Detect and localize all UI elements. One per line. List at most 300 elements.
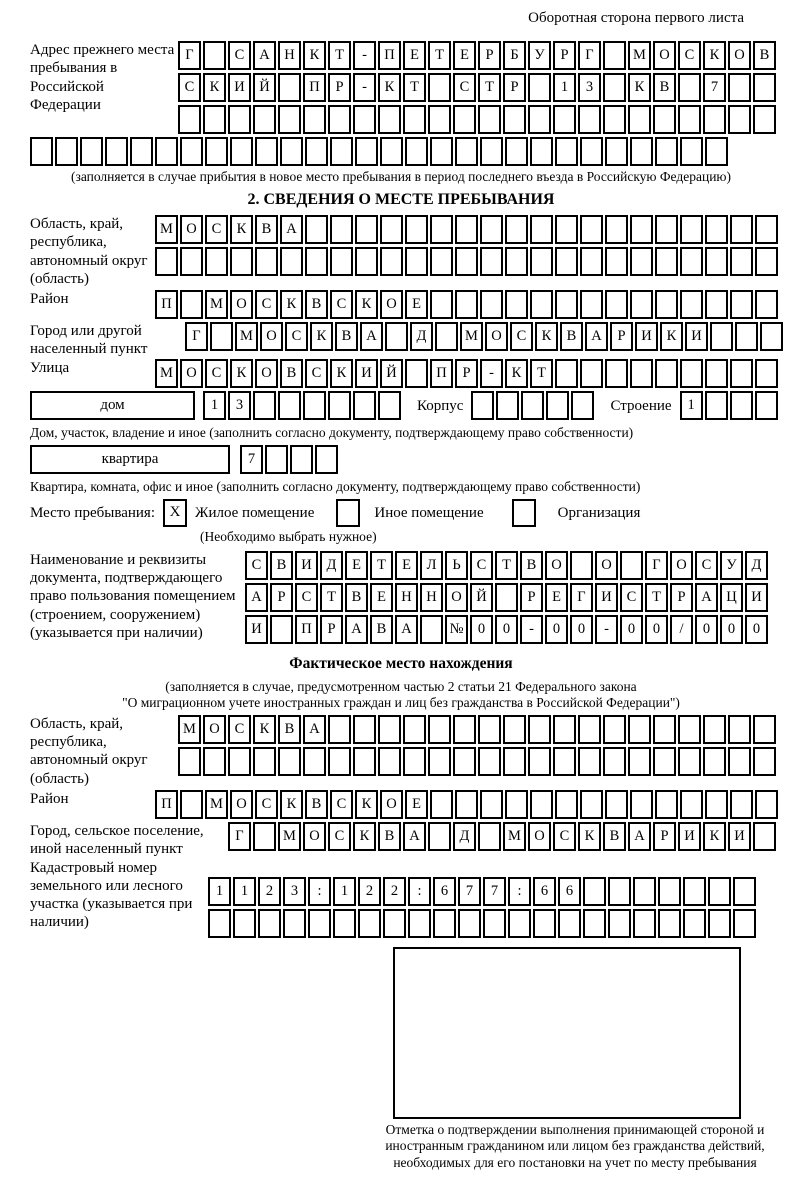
char-box: В xyxy=(753,41,776,70)
section2-title: 2. СВЕДЕНИЯ О МЕСТЕ ПРЕБЫВАНИЯ xyxy=(247,191,555,208)
char-box xyxy=(678,105,701,134)
char-box xyxy=(605,215,628,244)
char-box: К xyxy=(703,41,726,70)
char-box: 6 xyxy=(533,877,556,906)
char-box xyxy=(655,247,678,276)
street-label: Улица xyxy=(30,359,70,376)
actual-city-row xyxy=(228,822,778,851)
actual-district-row xyxy=(155,790,780,819)
char-box: М xyxy=(460,322,483,351)
char-box xyxy=(555,790,578,819)
char-box: П xyxy=(155,290,178,319)
char-box: С xyxy=(228,715,251,744)
char-box: Д xyxy=(320,551,343,580)
char-box: С xyxy=(330,290,353,319)
char-box: К xyxy=(535,322,558,351)
char-box: В xyxy=(305,290,328,319)
char-box xyxy=(630,215,653,244)
char-box: 0 xyxy=(720,615,743,644)
char-box: И xyxy=(728,822,751,851)
char-box xyxy=(555,290,578,319)
char-box: К xyxy=(280,290,303,319)
char-box: О xyxy=(203,715,226,744)
char-box: 0 xyxy=(495,615,518,644)
char-box xyxy=(478,747,501,776)
char-box xyxy=(505,247,528,276)
char-box xyxy=(378,715,401,744)
stay-place-label: Место пребывания: xyxy=(30,504,155,521)
char-box xyxy=(578,715,601,744)
char-box xyxy=(755,359,778,388)
char-box xyxy=(178,105,201,134)
char-box xyxy=(80,137,103,166)
char-box xyxy=(655,790,678,819)
char-box xyxy=(733,909,756,938)
char-box: А xyxy=(245,583,268,612)
char-box: В xyxy=(305,790,328,819)
korpus-row xyxy=(471,391,596,420)
char-box: А xyxy=(253,41,276,70)
cadastral-block xyxy=(30,859,772,941)
char-box xyxy=(483,909,506,938)
char-box: 6 xyxy=(433,877,456,906)
char-box: О xyxy=(670,551,693,580)
char-box: Д xyxy=(410,322,433,351)
char-box xyxy=(655,137,678,166)
char-box: Е xyxy=(545,583,568,612)
char-box xyxy=(630,790,653,819)
char-box xyxy=(753,747,776,776)
region-block xyxy=(30,215,772,288)
char-box: И xyxy=(295,551,318,580)
prev-address-overflow-row xyxy=(30,137,772,166)
char-box: Т xyxy=(428,41,451,70)
char-box xyxy=(455,215,478,244)
char-box xyxy=(705,359,728,388)
char-box: А xyxy=(345,615,368,644)
char-box xyxy=(303,747,326,776)
char-box: Р xyxy=(503,73,526,102)
char-box xyxy=(753,822,776,851)
char-box xyxy=(180,247,203,276)
char-box: 2 xyxy=(258,877,281,906)
actual-region-row-1 xyxy=(178,715,778,744)
char-box: К xyxy=(505,359,528,388)
char-box: М xyxy=(155,359,178,388)
char-box xyxy=(580,359,603,388)
char-box: С xyxy=(228,41,251,70)
char-box xyxy=(428,822,451,851)
char-box: В xyxy=(255,215,278,244)
prev-address-label: Адрес прежнего места пребывания в Российской Федерации xyxy=(30,42,175,113)
prev-address-block xyxy=(30,41,772,137)
stamp-box xyxy=(393,947,741,1119)
char-box xyxy=(308,909,331,938)
char-box: С xyxy=(205,215,228,244)
char-box xyxy=(380,247,403,276)
char-box xyxy=(328,105,351,134)
char-box xyxy=(620,551,643,580)
char-box xyxy=(328,715,351,744)
char-box xyxy=(678,715,701,744)
char-box xyxy=(683,877,706,906)
char-box: 0 xyxy=(545,615,568,644)
char-box: И xyxy=(745,583,768,612)
char-box xyxy=(528,747,551,776)
char-box: - xyxy=(353,73,376,102)
char-box xyxy=(378,391,401,420)
region-row-2 xyxy=(155,247,780,276)
char-box xyxy=(603,73,626,102)
char-box xyxy=(633,877,656,906)
char-box xyxy=(278,391,301,420)
char-box: П xyxy=(155,790,178,819)
char-box xyxy=(353,747,376,776)
char-box xyxy=(755,790,778,819)
char-box xyxy=(328,391,351,420)
char-box xyxy=(703,105,726,134)
char-box xyxy=(180,290,203,319)
char-box xyxy=(630,137,653,166)
char-box: - xyxy=(595,615,618,644)
char-box xyxy=(658,877,681,906)
char-box: Ь xyxy=(445,551,468,580)
char-box xyxy=(203,105,226,134)
char-box xyxy=(355,215,378,244)
char-box: В xyxy=(280,359,303,388)
char-box xyxy=(210,322,233,351)
char-box xyxy=(385,322,408,351)
char-box xyxy=(435,322,458,351)
char-box xyxy=(705,137,728,166)
char-box: О xyxy=(528,822,551,851)
char-box: К xyxy=(355,290,378,319)
char-box xyxy=(303,391,326,420)
char-box xyxy=(255,247,278,276)
char-box: А xyxy=(360,322,383,351)
char-box xyxy=(735,322,758,351)
char-box xyxy=(428,747,451,776)
stay-place-hint: (Необходимо выбрать нужное) xyxy=(200,528,377,544)
char-box xyxy=(405,247,428,276)
char-box xyxy=(530,247,553,276)
char-box xyxy=(270,615,293,644)
char-box xyxy=(503,105,526,134)
char-box: О xyxy=(653,41,676,70)
char-box xyxy=(708,909,731,938)
char-box xyxy=(705,215,728,244)
char-box: М xyxy=(628,41,651,70)
char-box xyxy=(480,215,503,244)
char-box xyxy=(480,290,503,319)
char-box xyxy=(571,391,594,420)
char-box xyxy=(655,290,678,319)
char-box xyxy=(678,73,701,102)
char-box: Р xyxy=(320,615,343,644)
char-box xyxy=(205,137,228,166)
char-box: М xyxy=(235,322,258,351)
option-residential-label: Жилое помещение xyxy=(195,504,315,521)
char-box: И xyxy=(245,615,268,644)
cadastral-rows xyxy=(208,877,758,941)
char-box: В xyxy=(345,583,368,612)
actual-location-title: Фактическое место нахождения xyxy=(289,654,513,672)
char-box: 1 xyxy=(233,877,256,906)
char-box: И xyxy=(685,322,708,351)
char-box: С xyxy=(510,322,533,351)
stay-place-row xyxy=(30,499,772,527)
char-box xyxy=(570,551,593,580)
prev-address-rows xyxy=(178,41,778,137)
stamp-area xyxy=(365,947,785,1173)
char-box xyxy=(730,359,753,388)
char-box xyxy=(680,359,703,388)
char-box xyxy=(730,215,753,244)
char-box: Т xyxy=(495,551,518,580)
char-box: 7 xyxy=(483,877,506,906)
char-box: С xyxy=(470,551,493,580)
char-box xyxy=(603,747,626,776)
char-box: К xyxy=(703,822,726,851)
char-box xyxy=(605,790,628,819)
char-box: К xyxy=(660,322,683,351)
char-box: И xyxy=(678,822,701,851)
char-box xyxy=(180,790,203,819)
char-box xyxy=(496,391,519,420)
char-box: Е xyxy=(345,551,368,580)
char-box: 0 xyxy=(620,615,643,644)
char-box: № xyxy=(445,615,468,644)
char-box xyxy=(280,247,303,276)
char-box: Д xyxy=(745,551,768,580)
char-box: О xyxy=(255,359,278,388)
house-caption: Дом, участок, владение и иное (заполнить согласно документу, подтверждающему право собственности) xyxy=(30,424,634,440)
char-box xyxy=(480,247,503,276)
actual-city-label: Город, сельское поселение, иной населенный пункт xyxy=(30,822,204,858)
char-box xyxy=(353,715,376,744)
char-box xyxy=(678,747,701,776)
char-box xyxy=(705,247,728,276)
char-box: Р xyxy=(553,41,576,70)
document-rows xyxy=(245,551,770,647)
char-box xyxy=(730,790,753,819)
char-box: С xyxy=(620,583,643,612)
header-note: Оборотная сторона первого листа xyxy=(528,10,744,26)
char-box: С xyxy=(245,551,268,580)
char-box xyxy=(433,909,456,938)
district-block xyxy=(30,290,772,322)
document-row-1 xyxy=(245,551,770,580)
char-box: 0 xyxy=(645,615,668,644)
char-box: М xyxy=(178,715,201,744)
char-box xyxy=(203,41,226,70)
char-box xyxy=(583,909,606,938)
char-box xyxy=(178,747,201,776)
char-box xyxy=(530,215,553,244)
char-box: Т xyxy=(530,359,553,388)
char-box xyxy=(653,747,676,776)
char-box xyxy=(653,105,676,134)
char-box: О xyxy=(180,359,203,388)
char-box xyxy=(428,73,451,102)
char-box: М xyxy=(205,790,228,819)
char-box: В xyxy=(378,822,401,851)
house-row xyxy=(30,391,772,423)
char-box xyxy=(265,445,288,474)
char-box: О xyxy=(595,551,618,580)
char-box xyxy=(728,715,751,744)
char-box: С xyxy=(328,822,351,851)
document-row-2 xyxy=(245,583,770,612)
char-box xyxy=(628,715,651,744)
stroenie-row xyxy=(680,391,780,420)
char-box xyxy=(55,137,78,166)
char-box xyxy=(630,247,653,276)
char-box xyxy=(655,215,678,244)
char-box: Т xyxy=(645,583,668,612)
char-box: А xyxy=(585,322,608,351)
char-box xyxy=(305,215,328,244)
char-box xyxy=(503,747,526,776)
char-box: Д xyxy=(453,822,476,851)
korpus-label: Корпус xyxy=(417,398,464,415)
char-box: 0 xyxy=(470,615,493,644)
char-box: М xyxy=(503,822,526,851)
char-box xyxy=(580,137,603,166)
char-box xyxy=(608,877,631,906)
region-row-1 xyxy=(155,215,780,244)
char-box xyxy=(428,715,451,744)
char-box xyxy=(205,247,228,276)
char-box xyxy=(253,822,276,851)
char-box: А xyxy=(695,583,718,612)
char-box xyxy=(555,137,578,166)
char-box xyxy=(753,715,776,744)
char-box xyxy=(380,137,403,166)
char-box: 1 xyxy=(680,391,703,420)
char-box: О xyxy=(380,290,403,319)
char-box: О xyxy=(180,215,203,244)
char-box: О xyxy=(728,41,751,70)
actual-region-label: Область, край, республика, автономный округ (область) xyxy=(30,715,148,787)
char-box: 3 xyxy=(578,73,601,102)
char-box xyxy=(553,105,576,134)
region-label: Область, край, республика, автономный округ (область) xyxy=(30,216,148,287)
char-box xyxy=(580,290,603,319)
cadastral-row-1 xyxy=(208,877,758,906)
char-box xyxy=(253,747,276,776)
char-box: Н xyxy=(395,583,418,612)
char-box: Р xyxy=(670,583,693,612)
option-organization-label: Организация xyxy=(557,504,641,521)
char-box xyxy=(155,137,178,166)
char-box: К xyxy=(303,41,326,70)
char-box xyxy=(521,391,544,420)
char-box xyxy=(555,215,578,244)
char-box xyxy=(455,290,478,319)
char-box: О xyxy=(485,322,508,351)
char-box: И xyxy=(355,359,378,388)
char-box xyxy=(580,215,603,244)
char-box xyxy=(703,747,726,776)
char-box: Р xyxy=(653,822,676,851)
char-box xyxy=(703,715,726,744)
cadastral-label: Кадастровый номер земельного или лесного участка (указывается при наличии) xyxy=(30,859,193,931)
char-box: Е xyxy=(403,41,426,70)
char-box xyxy=(558,909,581,938)
char-box: С xyxy=(255,290,278,319)
char-box: : xyxy=(508,877,531,906)
char-box xyxy=(655,359,678,388)
char-box xyxy=(420,615,443,644)
prev-address-caption: (заполняется в случае прибытия в новое место пребывания в период последнего въезда в Российскую Федерацию) xyxy=(70,169,732,184)
char-box xyxy=(578,105,601,134)
char-box xyxy=(603,41,626,70)
char-box: / xyxy=(670,615,693,644)
char-box xyxy=(480,790,503,819)
char-box xyxy=(528,715,551,744)
char-box xyxy=(730,391,753,420)
char-box: Т xyxy=(478,73,501,102)
city-block xyxy=(30,322,772,359)
char-box xyxy=(228,105,251,134)
char-box xyxy=(755,247,778,276)
char-box: К xyxy=(203,73,226,102)
actual-region-row-2 xyxy=(178,747,778,776)
char-box: Е xyxy=(453,41,476,70)
char-box: В xyxy=(520,551,543,580)
char-box: Г xyxy=(185,322,208,351)
char-box xyxy=(258,909,281,938)
char-box xyxy=(330,247,353,276)
char-box xyxy=(471,391,494,420)
char-box xyxy=(505,790,528,819)
char-box xyxy=(603,105,626,134)
char-box: С xyxy=(295,583,318,612)
char-box xyxy=(355,137,378,166)
char-box: С xyxy=(205,359,228,388)
char-box xyxy=(728,105,751,134)
char-box xyxy=(553,715,576,744)
apartment-caption: Квартира, комната, офис и иное (заполнить согласно документу, подтверждающему право собственности) xyxy=(30,478,641,494)
char-box: 7 xyxy=(703,73,726,102)
char-box: 2 xyxy=(383,877,406,906)
char-box xyxy=(430,790,453,819)
char-box: О xyxy=(303,822,326,851)
char-box: - xyxy=(353,41,376,70)
char-box xyxy=(710,322,733,351)
char-box xyxy=(378,747,401,776)
char-box xyxy=(355,247,378,276)
char-box xyxy=(228,747,251,776)
char-box xyxy=(733,877,756,906)
street-block xyxy=(30,359,772,391)
char-box xyxy=(633,909,656,938)
cadastral-row-2 xyxy=(208,909,758,938)
char-box: Н xyxy=(420,583,443,612)
char-box: М xyxy=(155,215,178,244)
char-box xyxy=(405,215,428,244)
char-box: Л xyxy=(420,551,443,580)
char-box xyxy=(580,247,603,276)
char-box: 2 xyxy=(358,877,381,906)
char-box: М xyxy=(205,290,228,319)
char-box xyxy=(705,391,728,420)
char-box xyxy=(530,790,553,819)
char-box: 1 xyxy=(203,391,226,420)
char-box: К xyxy=(330,359,353,388)
char-box: К xyxy=(280,790,303,819)
